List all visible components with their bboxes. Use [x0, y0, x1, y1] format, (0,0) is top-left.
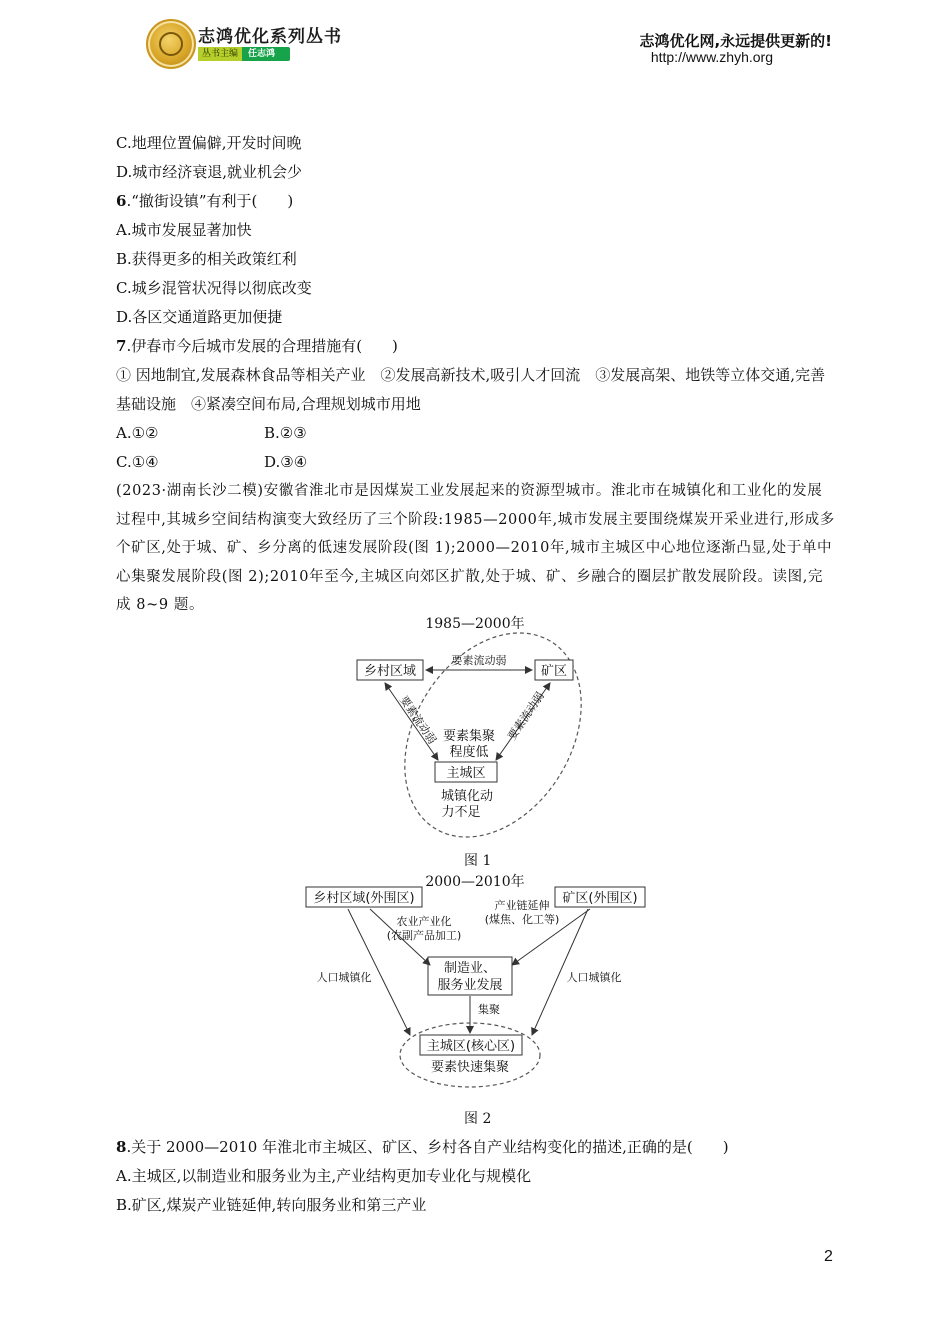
- fig2-title: 2000—2010年: [425, 874, 525, 890]
- editor-name: 任志鸿: [248, 49, 276, 59]
- fig1-top-arrow-label: 要素流动弱: [451, 654, 507, 667]
- fig2-rural-label: 乡村区域(外围区): [313, 891, 415, 906]
- fig1-center-line1: 要素集聚: [442, 729, 496, 744]
- editor-badge: [198, 47, 290, 61]
- q6-stem: [116, 187, 836, 216]
- q6-text: .“撤街设镇”有利于( ): [126, 192, 294, 210]
- publisher-logo: [146, 19, 196, 69]
- q5-option-d: D.城市经济衰退,就业机会少: [116, 163, 303, 181]
- fig2-caption: 图 2: [464, 1111, 492, 1127]
- q7-option-d: D.③④: [264, 453, 308, 471]
- fig2-mine-label: 矿区(外围区): [562, 891, 638, 906]
- fig2-agri-line2: (农副产品加工): [386, 929, 462, 942]
- fig1-bottom-line1: 城镇化动: [440, 789, 494, 804]
- fig2-chain-line1: 产业链延伸: [494, 899, 550, 912]
- figure-2-diagram: [300, 883, 650, 1093]
- fig1-mine-label: 矿区: [540, 664, 568, 679]
- q7-measures: ① 因地制宜,发展森林食品等相关产业 ②发展高新技术,吸引人才回流 ③发展高架、地铁等立体交通,完善基础设施 ④紧凑空间布局,合理规划城市用地: [116, 366, 826, 413]
- q6-option-a: A.城市发展显著加快: [116, 221, 252, 239]
- fig2-right-urban-label: 人口城镇化: [566, 971, 622, 984]
- q7-option-c: C.①④: [116, 453, 159, 471]
- q8-text: .关于 2000—2010 年淮北市主城区、矿区、乡村各自产业结构变化的描述,正确的是( ): [126, 1138, 729, 1156]
- fig2-left-urban-label: 人口城镇化: [316, 971, 372, 984]
- header-url[interactable]: http://www.zhyh.org: [650, 49, 773, 65]
- q6-option-b: B.获得更多的相关政策红利: [116, 250, 297, 268]
- q7-options-row1: [116, 419, 836, 448]
- q8-option-b: B.矿区,煤炭产业链延伸,转向服务业和第三产业: [116, 1196, 427, 1214]
- editor-label: 丛书主编: [198, 47, 242, 61]
- q7-text: .伊春市今后城市发展的合理措施有( ): [126, 337, 398, 355]
- q7-options-row2: [116, 448, 836, 477]
- fig1-main-label: 主城区: [446, 766, 486, 781]
- fig1-title: 1985—2000年: [425, 616, 525, 632]
- fig2-main-sub: 要素快速集聚: [430, 1060, 510, 1075]
- page-content: [116, 129, 836, 620]
- q8-stem: [116, 1133, 836, 1162]
- fig2-chain-line2: (煤焦、化工等): [484, 913, 560, 926]
- q6-option-d: D.各区交通道路更加便捷: [116, 308, 283, 326]
- lower-content: [116, 1133, 836, 1220]
- figure-1-diagram: [330, 630, 630, 845]
- fig2-gather-label: 集聚: [478, 1003, 500, 1016]
- fig1-bottom-line2: 力不足: [441, 805, 481, 820]
- q5-option-c: C.地理位置偏僻,开发时间晚: [116, 134, 302, 152]
- fig1-caption: 图 1: [464, 853, 492, 869]
- q7-option-b: B.②③: [264, 424, 307, 442]
- reading-passage: (2023·湖南长沙二模)安徽省淮北市是因煤炭工业发展起来的资源型城市。淮北市在城镇化和工业化的发展过程中,其城乡空间结构演变大致经历了三个阶段:1985—2000年,城市发展主要围绕煤炭开采业进行,形成多个矿区,处于城、矿、乡分离的低速发展阶段(图 1);2000—2010年,城市主城区中心地位逐渐凸显,处于单中心集聚发展阶段(图 2);2010年至今,主城区向郊区扩散,处于城、矿、乡融合的圈层扩散发展阶段。读图,完成 8~9 题。: [116, 483, 835, 613]
- q7-stem: [116, 332, 836, 361]
- fig2-agri-line1: 农业产业化: [396, 915, 452, 928]
- fig2-center-line2: 服务业发展: [437, 978, 503, 993]
- fig1-rural-label: 乡村区域: [363, 664, 417, 679]
- header-slogan: 志鸿优化网,永远提供更新的!: [639, 32, 832, 50]
- q7-number: 7: [116, 337, 127, 355]
- series-brand: 志鸿优化系列丛书: [198, 27, 342, 47]
- fig2-main-label: 主城区(核心区): [426, 1039, 516, 1054]
- fig1-center-line2: 程度低: [449, 745, 489, 760]
- q6-option-c: C.城乡混管状况得以彻底改变: [116, 279, 312, 297]
- fig2-center-line1: 制造业、: [443, 961, 497, 976]
- page-header: [0, 0, 950, 90]
- q8-option-a: A.主城区,以制造业和服务业为主,产业结构更加专业化与规模化: [116, 1167, 532, 1185]
- q8-number: 8: [116, 1138, 127, 1156]
- q6-number: 6: [116, 192, 127, 210]
- page-number: 2: [824, 1248, 833, 1265]
- q7-option-a: A.①②: [116, 424, 159, 442]
- fig1-left-arrow-label: 要素流动弱: [397, 693, 439, 747]
- fig1-right-arrow-label: 要素流动弱: [505, 689, 547, 743]
